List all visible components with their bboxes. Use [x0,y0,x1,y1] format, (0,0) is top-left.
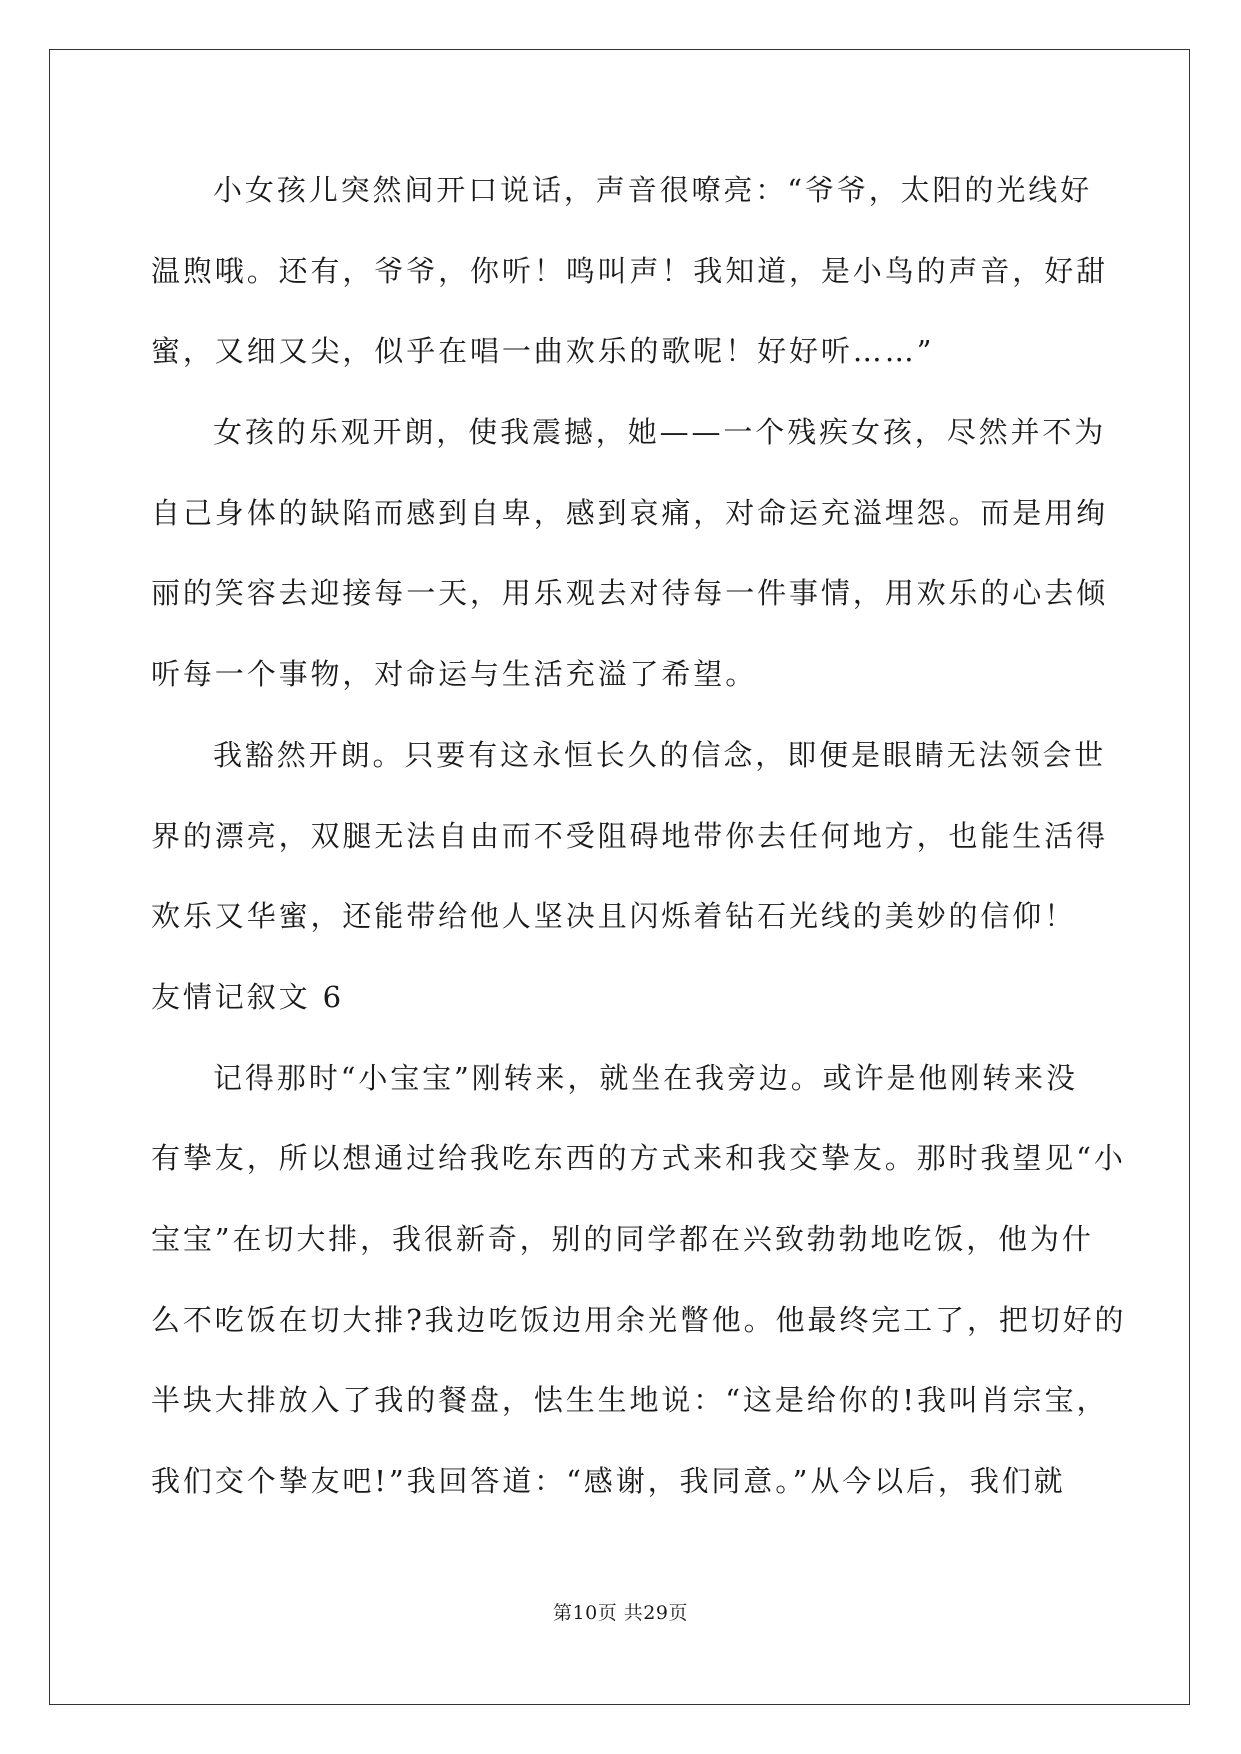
paragraph-line: 听每一个事物，对命运与生活充溢了希望。 [151,657,758,692]
paragraph-line: 女孩的乐观开朗，使我震撼，她——一个残疾女孩，尽然并不为 [213,415,1107,450]
paragraph-line: 自己身体的缺陷而感到自卑，感到哀痛，对命运充溢埋怨。而是用绚 [151,495,1109,530]
paragraph-line: 半块大排放入了我的餐盘，怯生生地说：“这是给你的!我叫肖宗宝， [151,1383,1109,1418]
paragraph-line: 我们交个挚友吧!”我回答道：“感谢，我同意。”从今以后，我们就 [151,1464,1066,1498]
paragraph-line: 记得那时“小宝宝”刚转来，就坐在我旁边。或许是他刚转来没 [213,1060,1078,1095]
paragraph-line: 小女孩儿突然间开口说话，声音很嘹亮：“爷爷，太阳的光线好 [213,173,1093,207]
page-number-footer: 第10页 共29页 [553,1602,688,1624]
section-heading: 友情记叙文 6 [151,979,344,1014]
paragraph-line: 欢乐又华蜜，还能带给他人坚决且闪烁着钻石光线的美妙的信仰！ [151,899,1077,934]
paragraph-line: 界的漂亮，双腿无法自由而不受阻碍地带你去任何地方，也能生活得 [151,818,1109,853]
paragraph-line: 丽的笑容去迎接每一天，用乐观去对待每一件事情，用欢乐的心去倾 [151,576,1109,611]
paragraph-line: 我豁然开朗。只要有这永恒长久的信念，即便是眼睛无法领会世 [213,737,1107,772]
paragraph-line: 蜜，又细又尖，似乎在唱一曲欢乐的歌呢！好好听……” [151,334,935,369]
paragraph-line: 温煦哦。还有，爷爷，你听！鸣叫声！我知道，是小鸟的声音，好甜 [151,253,1109,288]
paragraph-line: 么不吃饭在切大排?我边吃饭边用余光瞥他。他最终完工了，把切好的 [151,1302,1127,1337]
paragraph-line: 宝宝”在切大排，我很新奇，别的同学都在兴致勃勃地吃饭，他为什 [151,1221,1094,1256]
paragraph-line: 有挚友，所以想通过给我吃东西的方式来和我交挚友。那时我望见“小 [151,1141,1126,1176]
document-body [151,155,1127,1527]
